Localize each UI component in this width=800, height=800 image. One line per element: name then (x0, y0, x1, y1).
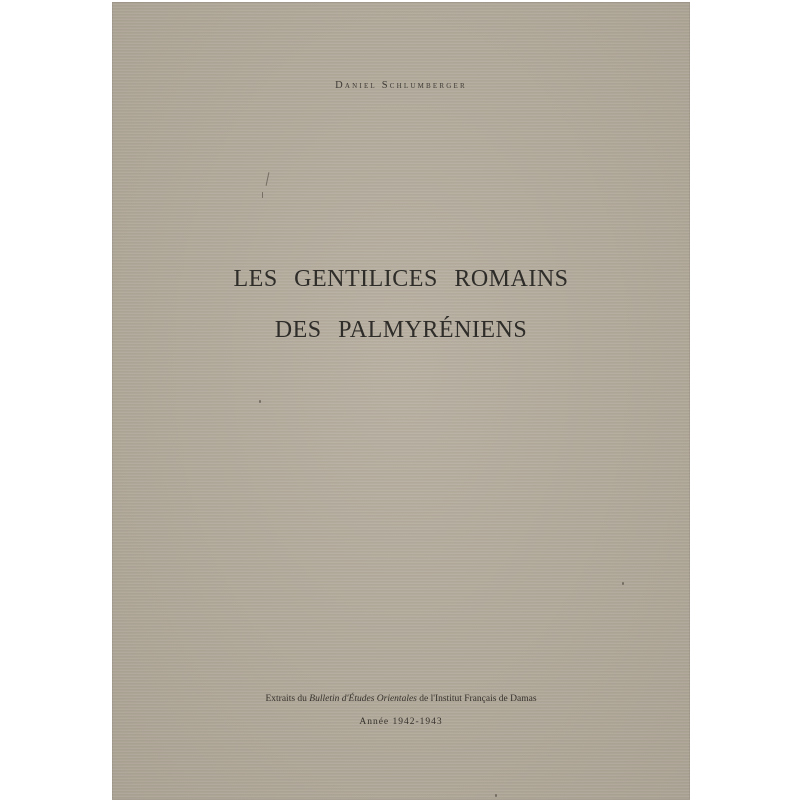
publication-year: Année 1942-1943 (359, 717, 443, 727)
paper-speck (266, 172, 270, 186)
paper-speck (495, 794, 497, 797)
paper-speck (622, 582, 624, 585)
paper-speck (262, 192, 263, 198)
publication-suffix: de l'Institut Français de Damas (419, 694, 537, 704)
author-name: Daniel Schlumberger (335, 80, 467, 91)
publication-note (112, 694, 690, 704)
paper-speck (259, 400, 261, 403)
book-cover (112, 2, 690, 800)
title-line-1: LES GENTILICES ROMAINS (233, 266, 569, 292)
title-line-2: DES PALMYRÉNIENS (274, 317, 528, 343)
journal-name: Bulletin d'Études Orientales (309, 694, 417, 704)
publication-prefix: Extraits du (265, 694, 307, 704)
